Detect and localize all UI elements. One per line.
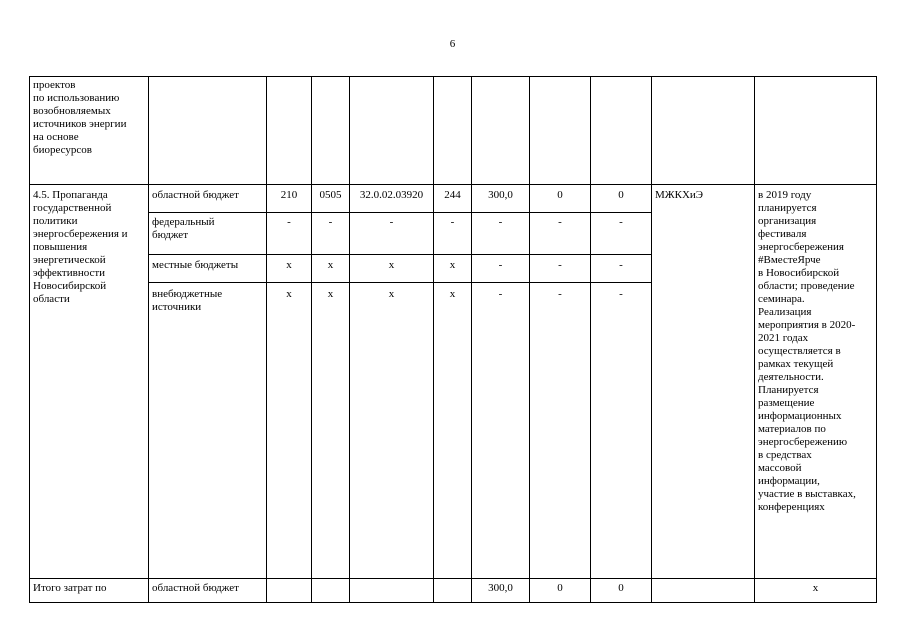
csr-cell: 32.0.02.03920 [350,185,434,213]
year-2020-cell: - [530,283,591,579]
rzpr-cell: х [312,283,350,579]
grbs-cell: 210 [267,185,312,213]
year-2019-cell: 300,0 [472,185,530,213]
csr-cell: - [350,213,434,255]
rzpr-cell: 0505 [312,185,350,213]
continued-measure-name: проектов по использованию возобновляемых источников энергии на основе биоресурсов [30,77,149,185]
csr-cell: х [350,283,434,579]
empty-cell [350,579,434,603]
empty-cell [267,77,312,185]
year-2020-cell: - [530,255,591,283]
empty-cell [267,579,312,603]
funding-source: местные бюджеты [149,255,267,283]
year-2021-cell: - [591,255,652,283]
total-label: Итого затрат по [30,579,149,603]
vr-cell: х [434,255,472,283]
funding-source: областной бюджет [149,185,267,213]
year-2019-cell: - [472,213,530,255]
year-2019-cell: - [472,283,530,579]
vr-cell: 244 [434,185,472,213]
year-2021-cell: - [591,213,652,255]
empty-cell [591,77,652,185]
funding-source: федеральный бюджет [149,213,267,255]
measure-note: в 2019 году планируется организация фестиваля энергосбережения #ВместеЯрче в Новосибирской области; проведение семинара. Реализация мероприятия в 2020- 2021 годах осуществляется в рамках текущей деятельности. Планируется размещение информационных материалов по энергосбережению в средствах массовой информации, участие в выставках, конференциях [755,185,877,579]
empty-cell [434,579,472,603]
empty-cell [434,77,472,185]
rzpr-cell: х [312,255,350,283]
empty-cell [350,77,434,185]
empty-cell [149,77,267,185]
measure-name: 4.5. Пропаганда государственной политики энергосбережения и повышения энергетической эффективности Новосибирской области [30,185,149,579]
vr-cell: - [434,213,472,255]
empty-cell [472,77,530,185]
executor-cell: МЖКХиЭ [652,185,755,579]
year-2021-cell: - [591,283,652,579]
rzpr-cell: - [312,213,350,255]
total-note: х [755,579,877,603]
grbs-cell: х [267,255,312,283]
funding-source: областной бюджет [149,579,267,603]
year-2020-cell: 0 [530,579,591,603]
table-row-continued [30,77,877,185]
empty-cell [530,77,591,185]
grbs-cell: х [267,283,312,579]
empty-cell [652,77,755,185]
table-row-regional-budget [30,185,877,213]
grbs-cell: - [267,213,312,255]
empty-cell [312,579,350,603]
table-row-total [30,579,877,603]
vr-cell: х [434,283,472,579]
year-2021-cell: 0 [591,185,652,213]
empty-cell [312,77,350,185]
year-2019-cell: 300,0 [472,579,530,603]
year-2021-cell: 0 [591,579,652,603]
program-table [29,76,877,603]
empty-cell [755,77,877,185]
page-number: 6 [449,38,456,50]
year-2020-cell: - [530,213,591,255]
year-2020-cell: 0 [530,185,591,213]
csr-cell: х [350,255,434,283]
funding-source: внебюджетные источники [149,283,267,579]
year-2019-cell: - [472,255,530,283]
empty-cell [652,579,755,603]
